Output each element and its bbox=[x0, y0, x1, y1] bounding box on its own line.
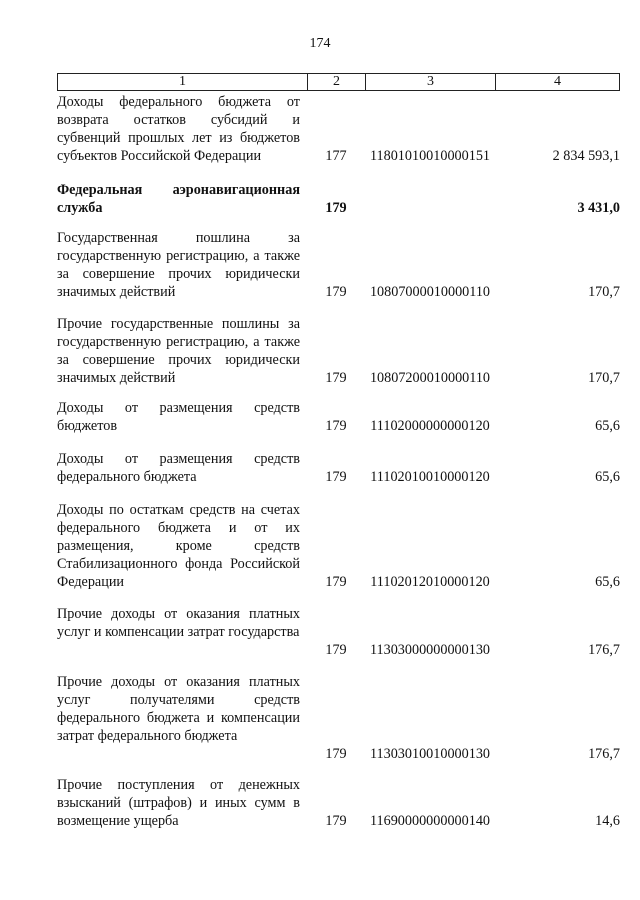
header-col-1: 1 bbox=[58, 74, 308, 90]
row-name: Доходы по остаткам средств на счетах федерального бюджета и от их размещения, кроме средств Стабилизационного фонда Российской Федерации bbox=[57, 502, 300, 590]
row-code: 11102010010000120 bbox=[370, 469, 490, 485]
header-col-4: 4 bbox=[554, 74, 561, 89]
table-header bbox=[57, 73, 620, 91]
row-name: Доходы федерального бюджета от возврата остатков субсидий и субвенций прошлых лет из бюджетов субъектов Российской Федерации bbox=[57, 94, 300, 164]
row-code: 11303000000000130 bbox=[369, 642, 491, 658]
row-num: 179 bbox=[325, 284, 347, 300]
table-row bbox=[57, 315, 620, 387]
row-amount: 170,7 bbox=[588, 284, 620, 300]
row-name: Государственная пошлина за государственную регистрацию, а также за совершение прочих юридически значимых действий bbox=[57, 230, 300, 300]
row-amount: 3 431,0 bbox=[577, 200, 620, 216]
table-row bbox=[57, 181, 620, 217]
row-amount: 65,6 bbox=[595, 469, 620, 485]
row-num: 179 bbox=[325, 746, 347, 762]
table-row bbox=[57, 93, 620, 165]
row-num: 179 bbox=[325, 200, 347, 216]
row-amount: 65,6 bbox=[595, 418, 620, 434]
row-code: 11690000000000140 bbox=[369, 813, 491, 829]
row-amount: 170,7 bbox=[588, 370, 620, 386]
row-code: 11102000000000120 bbox=[370, 418, 490, 434]
row-amount: 2 834 593,1 bbox=[552, 148, 620, 164]
table-row bbox=[57, 605, 620, 659]
table-row bbox=[57, 501, 620, 591]
table-row bbox=[57, 673, 620, 763]
row-code: 10807200010000110 bbox=[369, 370, 491, 386]
table-row bbox=[57, 776, 620, 830]
row-num: 179 bbox=[325, 370, 347, 386]
page-number: 174 bbox=[309, 36, 331, 51]
row-amount: 65,6 bbox=[595, 574, 620, 590]
table-row bbox=[57, 450, 620, 486]
row-code: 11102012010000120 bbox=[370, 574, 490, 590]
row-num: 179 bbox=[325, 469, 347, 485]
row-amount: 14,6 bbox=[595, 813, 620, 829]
row-name: Прочие государственные пошлины за государственную регистрацию, а также за совершение прочих юридически значимых действий bbox=[57, 316, 300, 386]
row-amount: 176,7 bbox=[588, 746, 620, 762]
row-amount: 176,7 bbox=[588, 642, 620, 658]
header-col-3: 3 bbox=[366, 74, 496, 90]
table-row bbox=[57, 399, 620, 435]
table-row bbox=[57, 229, 620, 301]
row-num: 179 bbox=[325, 642, 347, 658]
row-code: 11303010010000130 bbox=[369, 746, 491, 762]
row-name: Доходы от размещения средств федерального бюджета bbox=[57, 451, 300, 485]
header-col-2: 2 bbox=[308, 74, 366, 90]
row-code: 10807000010000110 bbox=[369, 284, 491, 300]
row-name: Доходы от размещения средств бюджетов bbox=[57, 400, 300, 434]
row-num: 179 bbox=[325, 574, 347, 590]
row-name: Прочие доходы от оказания платных услуг получателями средств федерального бюджета и компенсации затрат федерального бюджета bbox=[57, 674, 300, 744]
row-num: 177 bbox=[325, 148, 347, 164]
row-code: 11801010010000151 bbox=[369, 148, 491, 164]
row-name: Федеральная аэронавигационная служба bbox=[57, 182, 300, 216]
row-num: 179 bbox=[325, 813, 347, 829]
row-name: Прочие поступления от денежных взысканий (штрафов) и иных сумм в возмещение ущерба bbox=[57, 777, 300, 829]
row-name: Прочие доходы от оказания платных услуг и компенсации затрат государства bbox=[57, 606, 300, 640]
row-num: 179 bbox=[325, 418, 347, 434]
